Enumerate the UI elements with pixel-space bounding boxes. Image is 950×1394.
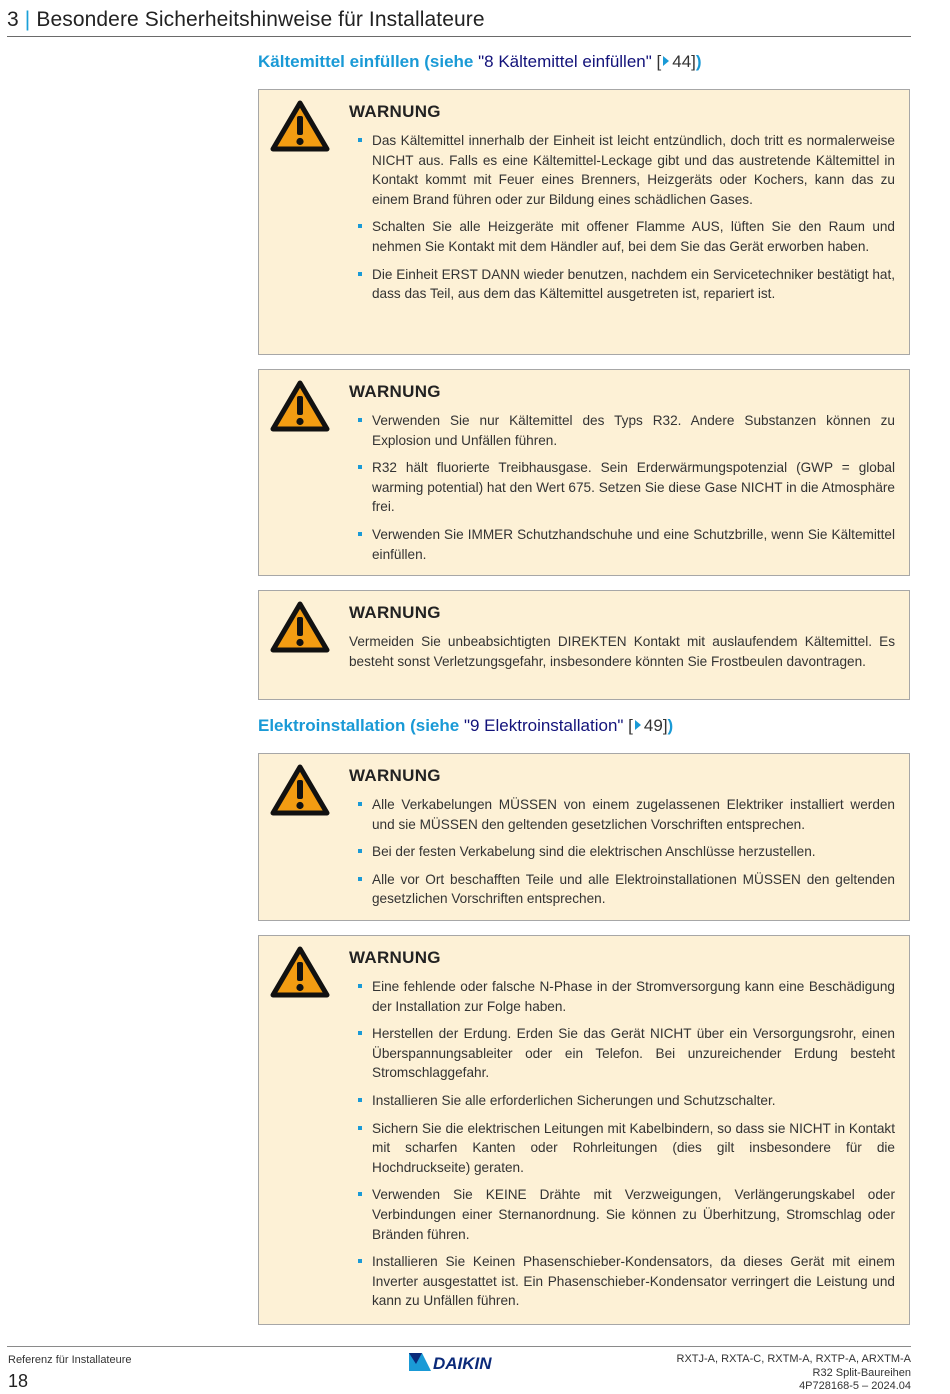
bullet-icon: [358, 418, 362, 422]
bracket-close: ]: [691, 52, 696, 71]
bullet-icon: [358, 1126, 362, 1130]
warning-title: WARNUNG: [349, 382, 441, 401]
warning-title: WARNUNG: [349, 766, 441, 785]
warning-box: [258, 590, 910, 700]
brand-name: DAIKIN: [433, 1354, 492, 1373]
list-item: Sichern Sie die elektrischen Leitungen mit Kabelbindern, so dass sie NICHT in Kontakt mit scharfen Kanten oder Rohrleitungen (dies gilt insbesondere für die Hochdruckseite) geraten.: [349, 1119, 895, 1178]
list-item: Schalten Sie alle Heizgeräte mit offener Flamme AUS, lüften Sie den Raum und nehmen Sie Kontakt mit dem Händler auf, bei dem Sie das Gerät erworben haben.: [349, 217, 895, 256]
section-link-refrigerant[interactable]: "8 Kältemittel einfüllen": [478, 52, 652, 71]
warning-title: WARNUNG: [349, 102, 441, 121]
bullet-icon: [358, 224, 362, 228]
section-heading-refrigerant: [258, 52, 702, 72]
bullet-icon: [358, 1098, 362, 1102]
page-reference[interactable]: 49: [643, 716, 663, 735]
section-heading-suffix: ): [695, 52, 702, 71]
warning-triangle-icon: [270, 946, 330, 998]
warning-title: WARNUNG: [349, 948, 441, 967]
bullet-icon: [358, 1031, 362, 1035]
list-item: Die Einheit ERST DANN wieder benutzen, nachdem ein Servicetechniker bestätigt hat, dass das Teil, aus dem das Kältemittel ausgetreten ist, repariert ist.: [349, 265, 895, 304]
section-link-electrical[interactable]: "9 Elektroinstallation": [463, 716, 624, 735]
page-arrow-icon: [635, 720, 641, 730]
footer-models: RXTJ-A, RXTA-C, RXTM-A, RXTP-A, ARXTM-A: [676, 1353, 911, 1365]
warning-box: [258, 89, 910, 355]
footer-document-label: Referenz für Installateure: [8, 1354, 132, 1366]
list-item: Alle Verkabelungen MÜSSEN von einem zugelassenen Elektriker installiert werden und sie MÜSSEN den geltenden gesetzlichen Vorschriften entsprechen.: [349, 795, 895, 834]
warning-text: Vermeiden Sie unbeabsichtigten DIREKTEN Kontakt mit auslaufendem Kältemittel. Es besteht sonst Verletzungsgefahr, insbesondere könnten Sie Frostbeulen davontragen.: [349, 634, 895, 669]
bullet-icon: [358, 849, 362, 853]
list-item: Bei der festen Verkabelung sind die elektrischen Anschlüsse herzustellen.: [349, 842, 895, 862]
bullet-icon: [358, 1259, 362, 1263]
list-item: Herstellen der Erdung. Erden Sie das Gerät NICHT über ein Versorgungsrohr, einen Überspannungsableiter oder ein Telefon. Bei unzureichender Erdung besteht Stromschlaggefahr.: [349, 1024, 895, 1083]
page-reference[interactable]: 44: [672, 52, 692, 71]
list-item: R32 hält fluorierte Treibhausgase. Sein Erderwärmungspotenzial (GWP = global warming potential) hat den Wert 675. Setzen Sie diese Gase NICHT in die Atmosphäre frei.: [349, 458, 895, 517]
warning-title: WARNUNG: [349, 603, 441, 622]
warning-box: [258, 369, 910, 576]
list-item: Verwenden Sie KEINE Drähte mit Verzweigungen, Verlängerungskabel oder Verbindungen einer Sternanordnung. Sie können zu Überhitzung, Stromschlag oder Bränden führen.: [349, 1185, 895, 1244]
list-item: Das Kältemittel innerhalb der Einheit ist leicht entzündlich, doch tritt es normalerweise NICHT aus. Falls es eine Kältemittel-Leckage gibt und das austretende Kältemittel in Kontakt kommt mit Feuer eines Brenners, Heizgeräts oder Kochers, kann das zu einem Brand führen oder zur Bildung eines schädlichen Gases.: [349, 131, 895, 209]
bullet-icon: [358, 138, 362, 142]
bracket-open: [: [623, 716, 633, 735]
list-item: Eine fehlende oder falsche N-Phase in der Stromversorgung kann eine Beschädigung der Installation zur Folge haben.: [349, 977, 895, 1016]
section-heading-text: Elektroinstallation (siehe: [258, 716, 464, 735]
page-number: 18: [8, 1371, 29, 1391]
section-heading-text: Kältemittel einfüllen (siehe: [258, 52, 479, 71]
bullet-icon: [358, 532, 362, 536]
bracket-close: ]: [662, 716, 668, 735]
list-item: Verwenden Sie nur Kältemittel des Typs R32. Andere Substanzen können zu Explosion und Unfällen führen.: [349, 411, 895, 450]
list-item: Installieren Sie Keinen Phasenschieber-Kondensators, da dieses Gerät mit einem Inverter ausgestattet ist. Ein Phasenschieber-Kondensator verringert die Leistung und kann zu Unfällen führen.: [349, 1252, 895, 1311]
list-item: Alle vor Ort beschafften Teile und alle Elektroinstallationen MÜSSEN den geltenden gesetzlichen Vorschriften entsprechen.: [349, 870, 895, 909]
warning-triangle-icon: [270, 380, 330, 432]
chapter-number: 3: [7, 8, 19, 31]
section-heading-suffix: ): [667, 716, 674, 735]
bullet-icon: [358, 802, 362, 806]
bracket-open: [: [651, 52, 662, 71]
footer-divider: [7, 1346, 911, 1347]
warning-box: [258, 753, 910, 921]
bullet-icon: [358, 272, 362, 276]
daikin-logo: [409, 1351, 513, 1373]
page-header: [7, 6, 911, 37]
bullet-icon: [358, 465, 362, 469]
list-item: Verwenden Sie IMMER Schutzhandschuhe und eine Schutzbrille, wenn Sie Kältemittel einfüllen.: [349, 525, 895, 564]
section-heading-electrical: [258, 716, 673, 736]
header-separator: |: [24, 8, 31, 31]
warning-triangle-icon: [270, 100, 330, 152]
warning-box: [258, 935, 910, 1325]
footer-doc-id: 4P728168-5 – 2024.04: [799, 1380, 911, 1392]
warning-triangle-icon: [270, 601, 330, 653]
bullet-icon: [358, 984, 362, 988]
page-arrow-icon: [663, 56, 669, 66]
warning-triangle-icon: [270, 764, 330, 816]
footer-product-info: [677, 1353, 911, 1394]
chapter-title: Besondere Sicherheitshinweise für Installateure: [36, 8, 485, 31]
bullet-icon: [358, 877, 362, 881]
footer-series: R32 Split-Baureihen: [812, 1366, 911, 1379]
bullet-icon: [358, 1192, 362, 1196]
list-item: Installieren Sie alle erforderlichen Sicherungen und Schutzschalter.: [349, 1091, 895, 1111]
